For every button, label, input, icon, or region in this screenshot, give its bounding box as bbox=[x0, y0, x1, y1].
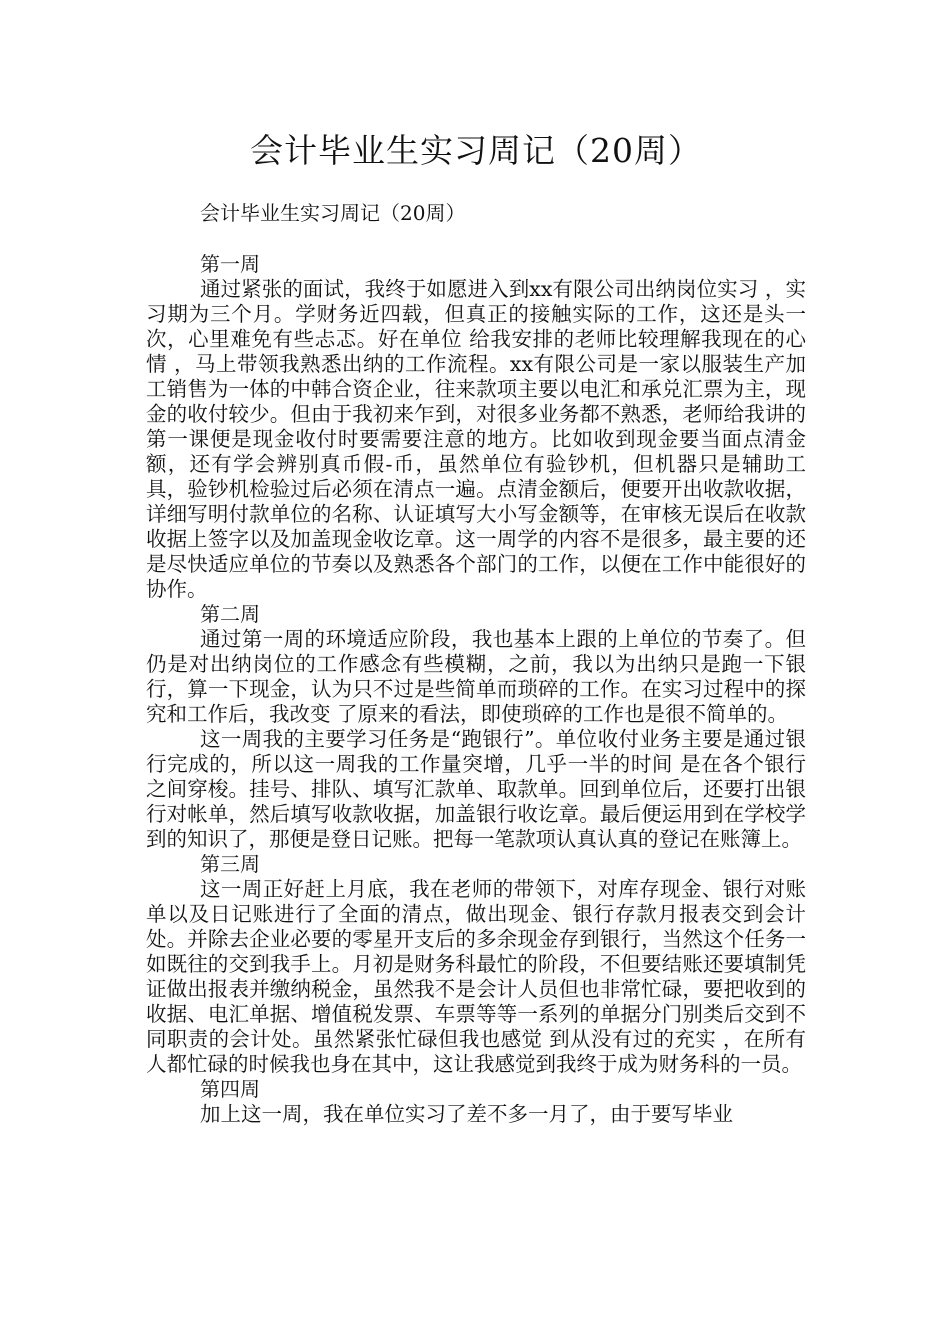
paragraph: 加上这一周，我在单位实习了差不多一月了，由于要写毕业 bbox=[200, 1102, 733, 1126]
section-heading-week-1: 第一周 bbox=[200, 252, 260, 276]
document-title: 会计毕业生实习周记（20周） bbox=[250, 131, 702, 170]
document-page bbox=[146, 128, 806, 1127]
section-heading-week-4: 第四周 bbox=[200, 1077, 260, 1101]
paragraph: 通过第一周的环境适应阶段，我也基本上跟的上单位的节奏了。但仍是对出纳岗位的工作感念有些模糊，之前，我以为出纳只是跑一下银行，算一下现金，认为只不过是些简单而琐碎的工作。在实习过程中的探究和工作后，我改变 了原来的看法，即使琐碎的工作也是很不简单的。 bbox=[146, 627, 806, 726]
paragraph: 这一周我的主要学习任务是“跑银行”。单位收付业务主要是通过银行完成的，所以这一周我的工作量突增，几乎一半的时间 是在各个银行之间穿梭。挂号、排队、填写汇款单、取款单。回到单位后，还要打出银行对帐单，然后填写收款收据，加盖银行收讫章。最后便运用到在学校学到的知识了，那便是登日记账。把每一笔款项认真认真的登记在账簿上。 bbox=[146, 727, 806, 851]
document-subtitle: 会计毕业生实习周记（20周） bbox=[200, 201, 466, 225]
paragraph: 通过紧张的面试，我终于如愿进入到xx有限公司出纳岗位实习 ，实习期为三个月。学财务近四载，但真正的接触实际的工作，这还是头一次，心里难免有些忐忑。好在单位 给我安排的老师比较理解我现在的心情 ，马上带领我熟悉出纳的工作流程。xx有限公司是一家以服装生产加工销售为一体的中韩合资企业，往来款项主要以电汇和承兑汇票为主，现金的收付较少。但由于我初来乍到，对很多业务都不熟悉，老师给我讲的第一课便是现金收付时要需要注意的地方。比如收到现金要当面点清金额，还有学会辨别真币假-币，虽然单位有验钞机，但机器只是辅助工具，验钞机检验过后必须在清点一遍。点清金额后，便要开出收款收据，详细写明付款单位的名称、认证填写大小写金额等，在审核无误后在收款收据上签字以及加盖现金收讫章。这一周学的内容不是很多，最主要的还是尽快适应单位的节奏以及熟悉各个部门的工作，以便在工作中能很好的协作。 bbox=[146, 277, 806, 601]
paragraph: 这一周正好赶上月底，我在老师的带领下，对库存现金、银行对账单以及日记账进行了全面的清点，做出现金、银行存款月报表交到会计处。并除去企业必要的零星开支后的多余现金存到银行，当然这个任务一如既往的交到我手上。月初是财务科最忙的阶段，不但要结账还要填制凭证做出报表并缴纳税金，虽然我不是会计人员但也非常忙碌，要把收到的收据、电汇单据、增值税发票、车票等等一系列的单据分门别类后交到不同职责的会计处。虽然紧张忙碌但我也感觉 到从没有过的充实 ，在所有人都忙碌的时候我也身在其中，这让我感觉到我终于成为财务科的一员。 bbox=[146, 877, 806, 1076]
section-heading-week-3: 第三周 bbox=[200, 852, 260, 876]
section-heading-week-2: 第二周 bbox=[200, 602, 260, 626]
